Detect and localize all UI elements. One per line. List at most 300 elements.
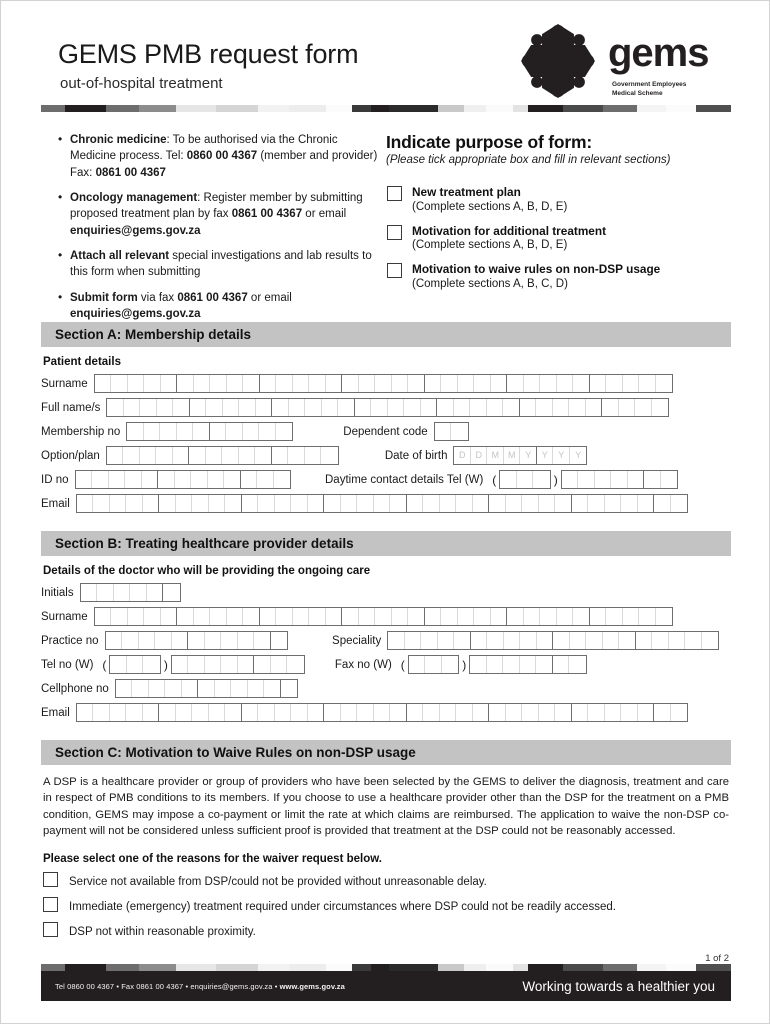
comb-cell[interactable] <box>226 423 243 440</box>
comb-cell[interactable] <box>188 632 205 649</box>
comb-cell[interactable] <box>225 495 242 512</box>
comb-cell[interactable] <box>255 447 272 464</box>
comb-cell[interactable] <box>221 632 238 649</box>
comb-cell[interactable] <box>128 375 145 392</box>
comb-cell[interactable] <box>177 375 194 392</box>
comb-cell[interactable] <box>242 704 259 721</box>
comb-cell[interactable] <box>520 656 537 673</box>
comb-cell[interactable] <box>536 399 553 416</box>
comb-cell[interactable] <box>289 399 306 416</box>
comb-cell[interactable] <box>227 375 244 392</box>
comb-cell[interactable]: D <box>454 447 471 464</box>
comb-cell[interactable] <box>173 447 190 464</box>
comb-cell[interactable] <box>127 423 144 440</box>
comb-cell[interactable] <box>470 399 487 416</box>
comb-cell[interactable] <box>487 632 504 649</box>
comb-cell[interactable] <box>324 704 341 721</box>
comb-cell[interactable] <box>224 471 241 488</box>
comb-cell[interactable] <box>423 495 440 512</box>
comb-cell[interactable] <box>421 632 438 649</box>
input-speciality[interactable] <box>387 631 719 650</box>
comb-cell[interactable] <box>539 495 556 512</box>
comb-cell[interactable] <box>503 656 520 673</box>
comb-cell[interactable] <box>260 375 277 392</box>
comb-cell[interactable] <box>210 608 227 625</box>
comb-cell[interactable] <box>291 704 308 721</box>
comb-cell[interactable] <box>205 632 222 649</box>
comb-cell[interactable] <box>256 399 273 416</box>
comb-cell[interactable] <box>192 495 209 512</box>
comb-cell[interactable] <box>95 375 112 392</box>
comb-cell[interactable] <box>157 399 174 416</box>
comb-cell[interactable] <box>177 608 194 625</box>
comb-cell[interactable] <box>243 423 260 440</box>
comb-cell[interactable] <box>110 704 127 721</box>
comb-cell[interactable] <box>423 704 440 721</box>
comb-cell[interactable] <box>586 399 603 416</box>
comb-cell[interactable] <box>189 447 206 464</box>
comb-cell[interactable] <box>342 608 359 625</box>
input-email-b[interactable] <box>76 703 689 722</box>
comb-cell[interactable] <box>572 495 589 512</box>
comb-cell[interactable] <box>506 704 523 721</box>
comb-cell[interactable] <box>540 608 557 625</box>
comb-cell[interactable] <box>161 375 178 392</box>
comb-cell[interactable] <box>440 704 457 721</box>
comb-cell[interactable] <box>652 399 669 416</box>
input-id-no[interactable] <box>75 470 292 489</box>
comb-cell[interactable] <box>110 656 127 673</box>
comb-cell[interactable] <box>491 375 508 392</box>
comb-cell[interactable] <box>671 495 688 512</box>
comb-cell[interactable] <box>223 399 240 416</box>
comb-cell[interactable] <box>441 375 458 392</box>
comb-cell[interactable] <box>520 632 537 649</box>
comb-cell[interactable] <box>248 680 265 697</box>
comb-cell[interactable] <box>227 608 244 625</box>
comb-cell[interactable] <box>471 632 488 649</box>
comb-cell[interactable] <box>172 656 189 673</box>
comb-cell[interactable] <box>308 495 325 512</box>
comb-cell[interactable] <box>357 704 374 721</box>
comb-cell[interactable] <box>209 704 226 721</box>
comb-cell[interactable] <box>388 399 405 416</box>
comb-cell[interactable] <box>407 704 424 721</box>
comb-cell[interactable] <box>578 471 595 488</box>
comb-cell[interactable] <box>619 399 636 416</box>
comb-cell[interactable] <box>264 680 281 697</box>
comb-cell[interactable] <box>553 656 570 673</box>
comb-cell[interactable] <box>239 447 256 464</box>
comb-cell[interactable] <box>140 447 157 464</box>
comb-cell[interactable] <box>520 399 537 416</box>
comb-cell[interactable] <box>287 656 304 673</box>
comb-cell[interactable] <box>192 704 209 721</box>
comb-cell[interactable]: D <box>471 447 488 464</box>
comb-cell[interactable] <box>454 632 471 649</box>
comb-cell[interactable] <box>390 495 407 512</box>
comb-cell[interactable] <box>506 495 523 512</box>
comb-cell[interactable] <box>474 375 491 392</box>
comb-cell[interactable] <box>390 704 407 721</box>
comb-cell[interactable] <box>276 608 293 625</box>
comb-cell[interactable] <box>702 632 719 649</box>
comb-cell[interactable] <box>537 632 554 649</box>
comb-cell[interactable] <box>553 399 570 416</box>
comb-cell[interactable] <box>225 704 242 721</box>
comb-cell[interactable] <box>605 495 622 512</box>
comb-cell[interactable] <box>375 608 392 625</box>
comb-cell[interactable] <box>489 495 506 512</box>
comb-cell[interactable] <box>654 704 671 721</box>
comb-cell[interactable] <box>570 632 587 649</box>
comb-cell[interactable] <box>238 632 255 649</box>
comb-cell[interactable] <box>435 423 452 440</box>
comb-cell[interactable]: Y <box>537 447 554 464</box>
comb-cell[interactable] <box>97 584 114 601</box>
comb-cell[interactable] <box>191 471 208 488</box>
comb-cell[interactable] <box>425 608 442 625</box>
comb-cell[interactable] <box>425 656 442 673</box>
comb-cell[interactable]: Y <box>553 447 570 464</box>
comb-cell[interactable] <box>271 632 288 649</box>
comb-cell[interactable] <box>155 632 172 649</box>
comb-cell[interactable] <box>243 375 260 392</box>
input-tel-number[interactable] <box>171 655 305 674</box>
comb-cell[interactable] <box>172 632 189 649</box>
comb-cell[interactable] <box>324 495 341 512</box>
comb-cell[interactable] <box>661 471 678 488</box>
comb-cell[interactable] <box>557 608 574 625</box>
comb-cell[interactable] <box>254 632 271 649</box>
comb-cell[interactable] <box>355 399 372 416</box>
comb-cell[interactable] <box>619 632 636 649</box>
comb-cell[interactable] <box>517 471 534 488</box>
comb-cell[interactable] <box>106 632 123 649</box>
comb-cell[interactable] <box>209 495 226 512</box>
comb-cell[interactable] <box>524 608 541 625</box>
comb-cell[interactable]: M <box>504 447 521 464</box>
comb-cell[interactable] <box>173 399 190 416</box>
comb-cell[interactable] <box>342 375 359 392</box>
comb-cell[interactable] <box>272 399 289 416</box>
comb-cell[interactable] <box>569 399 586 416</box>
comb-cell[interactable] <box>536 656 553 673</box>
input-option-plan[interactable] <box>106 446 339 465</box>
comb-cell[interactable] <box>122 632 139 649</box>
comb-cell[interactable] <box>500 471 517 488</box>
comb-cell[interactable] <box>143 656 160 673</box>
comb-cell[interactable] <box>149 680 166 697</box>
comb-cell[interactable] <box>221 656 238 673</box>
comb-cell[interactable] <box>206 447 223 464</box>
checkbox-icon[interactable] <box>387 263 402 278</box>
checkbox-icon[interactable] <box>43 922 58 937</box>
waiver-reason-item[interactable] <box>41 872 731 890</box>
comb-cell[interactable] <box>132 680 149 697</box>
comb-cell[interactable] <box>128 608 145 625</box>
comb-cell[interactable] <box>293 608 310 625</box>
comb-cell[interactable] <box>586 632 603 649</box>
comb-cell[interactable] <box>590 608 607 625</box>
comb-cell[interactable] <box>143 704 160 721</box>
comb-cell[interactable] <box>77 495 94 512</box>
waiver-reason-item[interactable] <box>41 897 731 915</box>
comb-cell[interactable] <box>222 447 239 464</box>
comb-cell[interactable] <box>159 495 176 512</box>
comb-cell[interactable] <box>326 375 343 392</box>
comb-cell[interactable] <box>271 656 288 673</box>
comb-cell[interactable] <box>275 704 292 721</box>
comb-cell[interactable] <box>605 704 622 721</box>
comb-cell[interactable] <box>241 471 258 488</box>
comb-cell[interactable] <box>210 423 227 440</box>
comb-cell[interactable] <box>636 632 653 649</box>
comb-cell[interactable] <box>408 375 425 392</box>
comb-cell[interactable] <box>111 375 128 392</box>
comb-cell[interactable] <box>123 447 140 464</box>
comb-cell[interactable] <box>260 608 277 625</box>
comb-cell[interactable] <box>441 608 458 625</box>
input-tel-area-code[interactable] <box>109 655 161 674</box>
comb-cell[interactable] <box>540 375 557 392</box>
comb-cell[interactable] <box>507 375 524 392</box>
comb-cell[interactable] <box>81 584 98 601</box>
comb-cell[interactable] <box>522 495 539 512</box>
comb-cell[interactable] <box>652 632 669 649</box>
input-dependent-code[interactable] <box>434 422 469 441</box>
comb-cell[interactable] <box>669 632 686 649</box>
comb-cell[interactable] <box>638 495 655 512</box>
input-initials[interactable] <box>80 583 181 602</box>
comb-cell[interactable] <box>176 704 193 721</box>
comb-cell[interactable] <box>635 399 652 416</box>
comb-cell[interactable] <box>388 632 405 649</box>
comb-cell[interactable] <box>139 632 156 649</box>
comb-cell[interactable] <box>628 471 645 488</box>
comb-cell[interactable] <box>425 375 442 392</box>
comb-cell[interactable] <box>165 680 182 697</box>
comb-cell[interactable] <box>76 471 93 488</box>
comb-cell[interactable] <box>375 375 392 392</box>
comb-cell[interactable] <box>95 608 112 625</box>
comb-cell[interactable] <box>562 471 579 488</box>
comb-cell[interactable] <box>182 680 199 697</box>
input-full-names[interactable] <box>106 398 669 417</box>
comb-cell[interactable] <box>569 656 586 673</box>
comb-cell[interactable]: Y <box>520 447 537 464</box>
comb-cell[interactable] <box>92 471 109 488</box>
comb-cell[interactable] <box>555 704 572 721</box>
comb-cell[interactable] <box>159 704 176 721</box>
input-surname[interactable] <box>94 374 674 393</box>
comb-cell[interactable] <box>291 495 308 512</box>
comb-cell[interactable] <box>231 680 248 697</box>
comb-cell[interactable] <box>309 375 326 392</box>
comb-cell[interactable] <box>572 704 589 721</box>
comb-cell[interactable] <box>107 399 124 416</box>
comb-cell[interactable] <box>194 608 211 625</box>
comb-cell[interactable] <box>272 447 289 464</box>
comb-cell[interactable] <box>440 495 457 512</box>
comb-cell[interactable] <box>606 608 623 625</box>
comb-cell[interactable] <box>656 608 673 625</box>
input-practice-no[interactable] <box>105 631 289 650</box>
comb-cell[interactable] <box>671 704 688 721</box>
comb-cell[interactable] <box>281 680 298 697</box>
comb-cell[interactable] <box>656 375 673 392</box>
comb-cell[interactable] <box>161 608 178 625</box>
comb-cell[interactable] <box>243 608 260 625</box>
comb-cell[interactable] <box>322 399 339 416</box>
comb-cell[interactable] <box>93 704 110 721</box>
comb-cell[interactable] <box>405 632 422 649</box>
comb-cell[interactable] <box>239 399 256 416</box>
comb-cell[interactable] <box>357 495 374 512</box>
comb-cell[interactable] <box>293 375 310 392</box>
input-fax-number[interactable] <box>469 655 587 674</box>
input-daytime-number[interactable] <box>561 470 679 489</box>
comb-cell[interactable] <box>473 495 490 512</box>
comb-cell[interactable] <box>177 423 194 440</box>
comb-cell[interactable] <box>210 375 227 392</box>
purpose-option[interactable] <box>386 224 731 254</box>
comb-cell[interactable] <box>116 680 133 697</box>
comb-cell[interactable] <box>588 495 605 512</box>
comb-cell[interactable] <box>257 471 274 488</box>
comb-cell[interactable] <box>454 399 471 416</box>
comb-cell[interactable] <box>163 584 180 601</box>
comb-cell[interactable] <box>603 632 620 649</box>
comb-cell[interactable] <box>144 608 161 625</box>
comb-cell[interactable] <box>374 495 391 512</box>
comb-cell[interactable] <box>504 632 521 649</box>
comb-cell[interactable] <box>126 495 143 512</box>
comb-cell[interactable] <box>208 471 225 488</box>
comb-cell[interactable] <box>437 399 454 416</box>
comb-cell[interactable] <box>127 656 144 673</box>
comb-cell[interactable] <box>421 399 438 416</box>
comb-cell[interactable] <box>654 495 671 512</box>
comb-cell[interactable] <box>144 423 161 440</box>
comb-cell[interactable] <box>130 584 147 601</box>
comb-cell[interactable] <box>206 399 223 416</box>
comb-cell[interactable] <box>125 471 142 488</box>
comb-cell[interactable] <box>621 495 638 512</box>
comb-cell[interactable] <box>474 608 491 625</box>
comb-cell[interactable] <box>276 375 293 392</box>
comb-cell[interactable] <box>451 423 468 440</box>
comb-cell[interactable] <box>198 680 215 697</box>
comb-cell[interactable] <box>371 399 388 416</box>
comb-cell[interactable] <box>555 495 572 512</box>
comb-cell[interactable] <box>644 471 661 488</box>
comb-cell[interactable] <box>524 375 541 392</box>
comb-cell[interactable] <box>489 704 506 721</box>
checkbox-icon[interactable] <box>43 872 58 887</box>
comb-cell[interactable] <box>522 704 539 721</box>
comb-cell[interactable] <box>175 471 192 488</box>
comb-cell[interactable] <box>553 632 570 649</box>
comb-cell[interactable] <box>111 608 128 625</box>
comb-cell[interactable] <box>470 656 487 673</box>
purpose-option[interactable] <box>386 185 731 215</box>
comb-cell[interactable] <box>160 423 177 440</box>
comb-cell[interactable] <box>274 471 291 488</box>
comb-cell[interactable] <box>503 399 520 416</box>
comb-cell[interactable] <box>77 704 94 721</box>
comb-cell[interactable] <box>442 656 459 673</box>
comb-cell[interactable] <box>126 704 143 721</box>
comb-cell[interactable] <box>190 399 207 416</box>
comb-cell[interactable] <box>685 632 702 649</box>
comb-cell[interactable] <box>194 375 211 392</box>
comb-cell[interactable] <box>258 704 275 721</box>
comb-cell[interactable] <box>359 375 376 392</box>
purpose-option[interactable] <box>386 262 731 292</box>
comb-cell[interactable] <box>623 608 640 625</box>
comb-cell[interactable] <box>588 704 605 721</box>
comb-cell[interactable] <box>258 495 275 512</box>
comb-cell[interactable] <box>242 495 259 512</box>
comb-cell[interactable] <box>458 608 475 625</box>
input-email-a[interactable] <box>76 494 689 513</box>
comb-cell[interactable] <box>359 608 376 625</box>
comb-cell[interactable] <box>539 704 556 721</box>
comb-cell[interactable] <box>275 495 292 512</box>
comb-cell[interactable] <box>176 495 193 512</box>
comb-cell[interactable] <box>487 656 504 673</box>
comb-cell[interactable] <box>611 471 628 488</box>
comb-cell[interactable] <box>288 447 305 464</box>
comb-cell[interactable] <box>341 495 358 512</box>
comb-cell[interactable] <box>259 423 276 440</box>
comb-cell[interactable] <box>276 423 293 440</box>
comb-cell[interactable] <box>254 656 271 673</box>
comb-cell[interactable] <box>392 608 409 625</box>
comb-cell[interactable] <box>147 584 164 601</box>
comb-cell[interactable] <box>140 399 157 416</box>
comb-cell[interactable] <box>158 471 175 488</box>
comb-cell[interactable] <box>639 375 656 392</box>
comb-cell[interactable] <box>456 704 473 721</box>
comb-cell[interactable] <box>623 375 640 392</box>
comb-cell[interactable] <box>341 704 358 721</box>
comb-cell[interactable] <box>238 656 255 673</box>
input-doctor-surname[interactable] <box>94 607 674 626</box>
comb-cell[interactable] <box>473 704 490 721</box>
checkbox-icon[interactable] <box>387 186 402 201</box>
comb-cell[interactable] <box>124 399 141 416</box>
input-membership-no[interactable] <box>126 422 293 441</box>
comb-cell[interactable] <box>205 656 222 673</box>
comb-cell[interactable] <box>557 375 574 392</box>
comb-cell[interactable] <box>533 471 550 488</box>
comb-cell[interactable] <box>142 471 159 488</box>
checkbox-icon[interactable] <box>387 225 402 240</box>
comb-cell[interactable] <box>638 704 655 721</box>
comb-cell[interactable] <box>407 495 424 512</box>
comb-cell[interactable] <box>438 632 455 649</box>
comb-cell[interactable] <box>487 399 504 416</box>
comb-cell[interactable] <box>456 495 473 512</box>
comb-cell[interactable] <box>156 447 173 464</box>
comb-cell[interactable] <box>188 656 205 673</box>
comb-cell[interactable] <box>639 608 656 625</box>
comb-cell[interactable] <box>507 608 524 625</box>
comb-cell[interactable] <box>621 704 638 721</box>
comb-cell[interactable] <box>326 608 343 625</box>
